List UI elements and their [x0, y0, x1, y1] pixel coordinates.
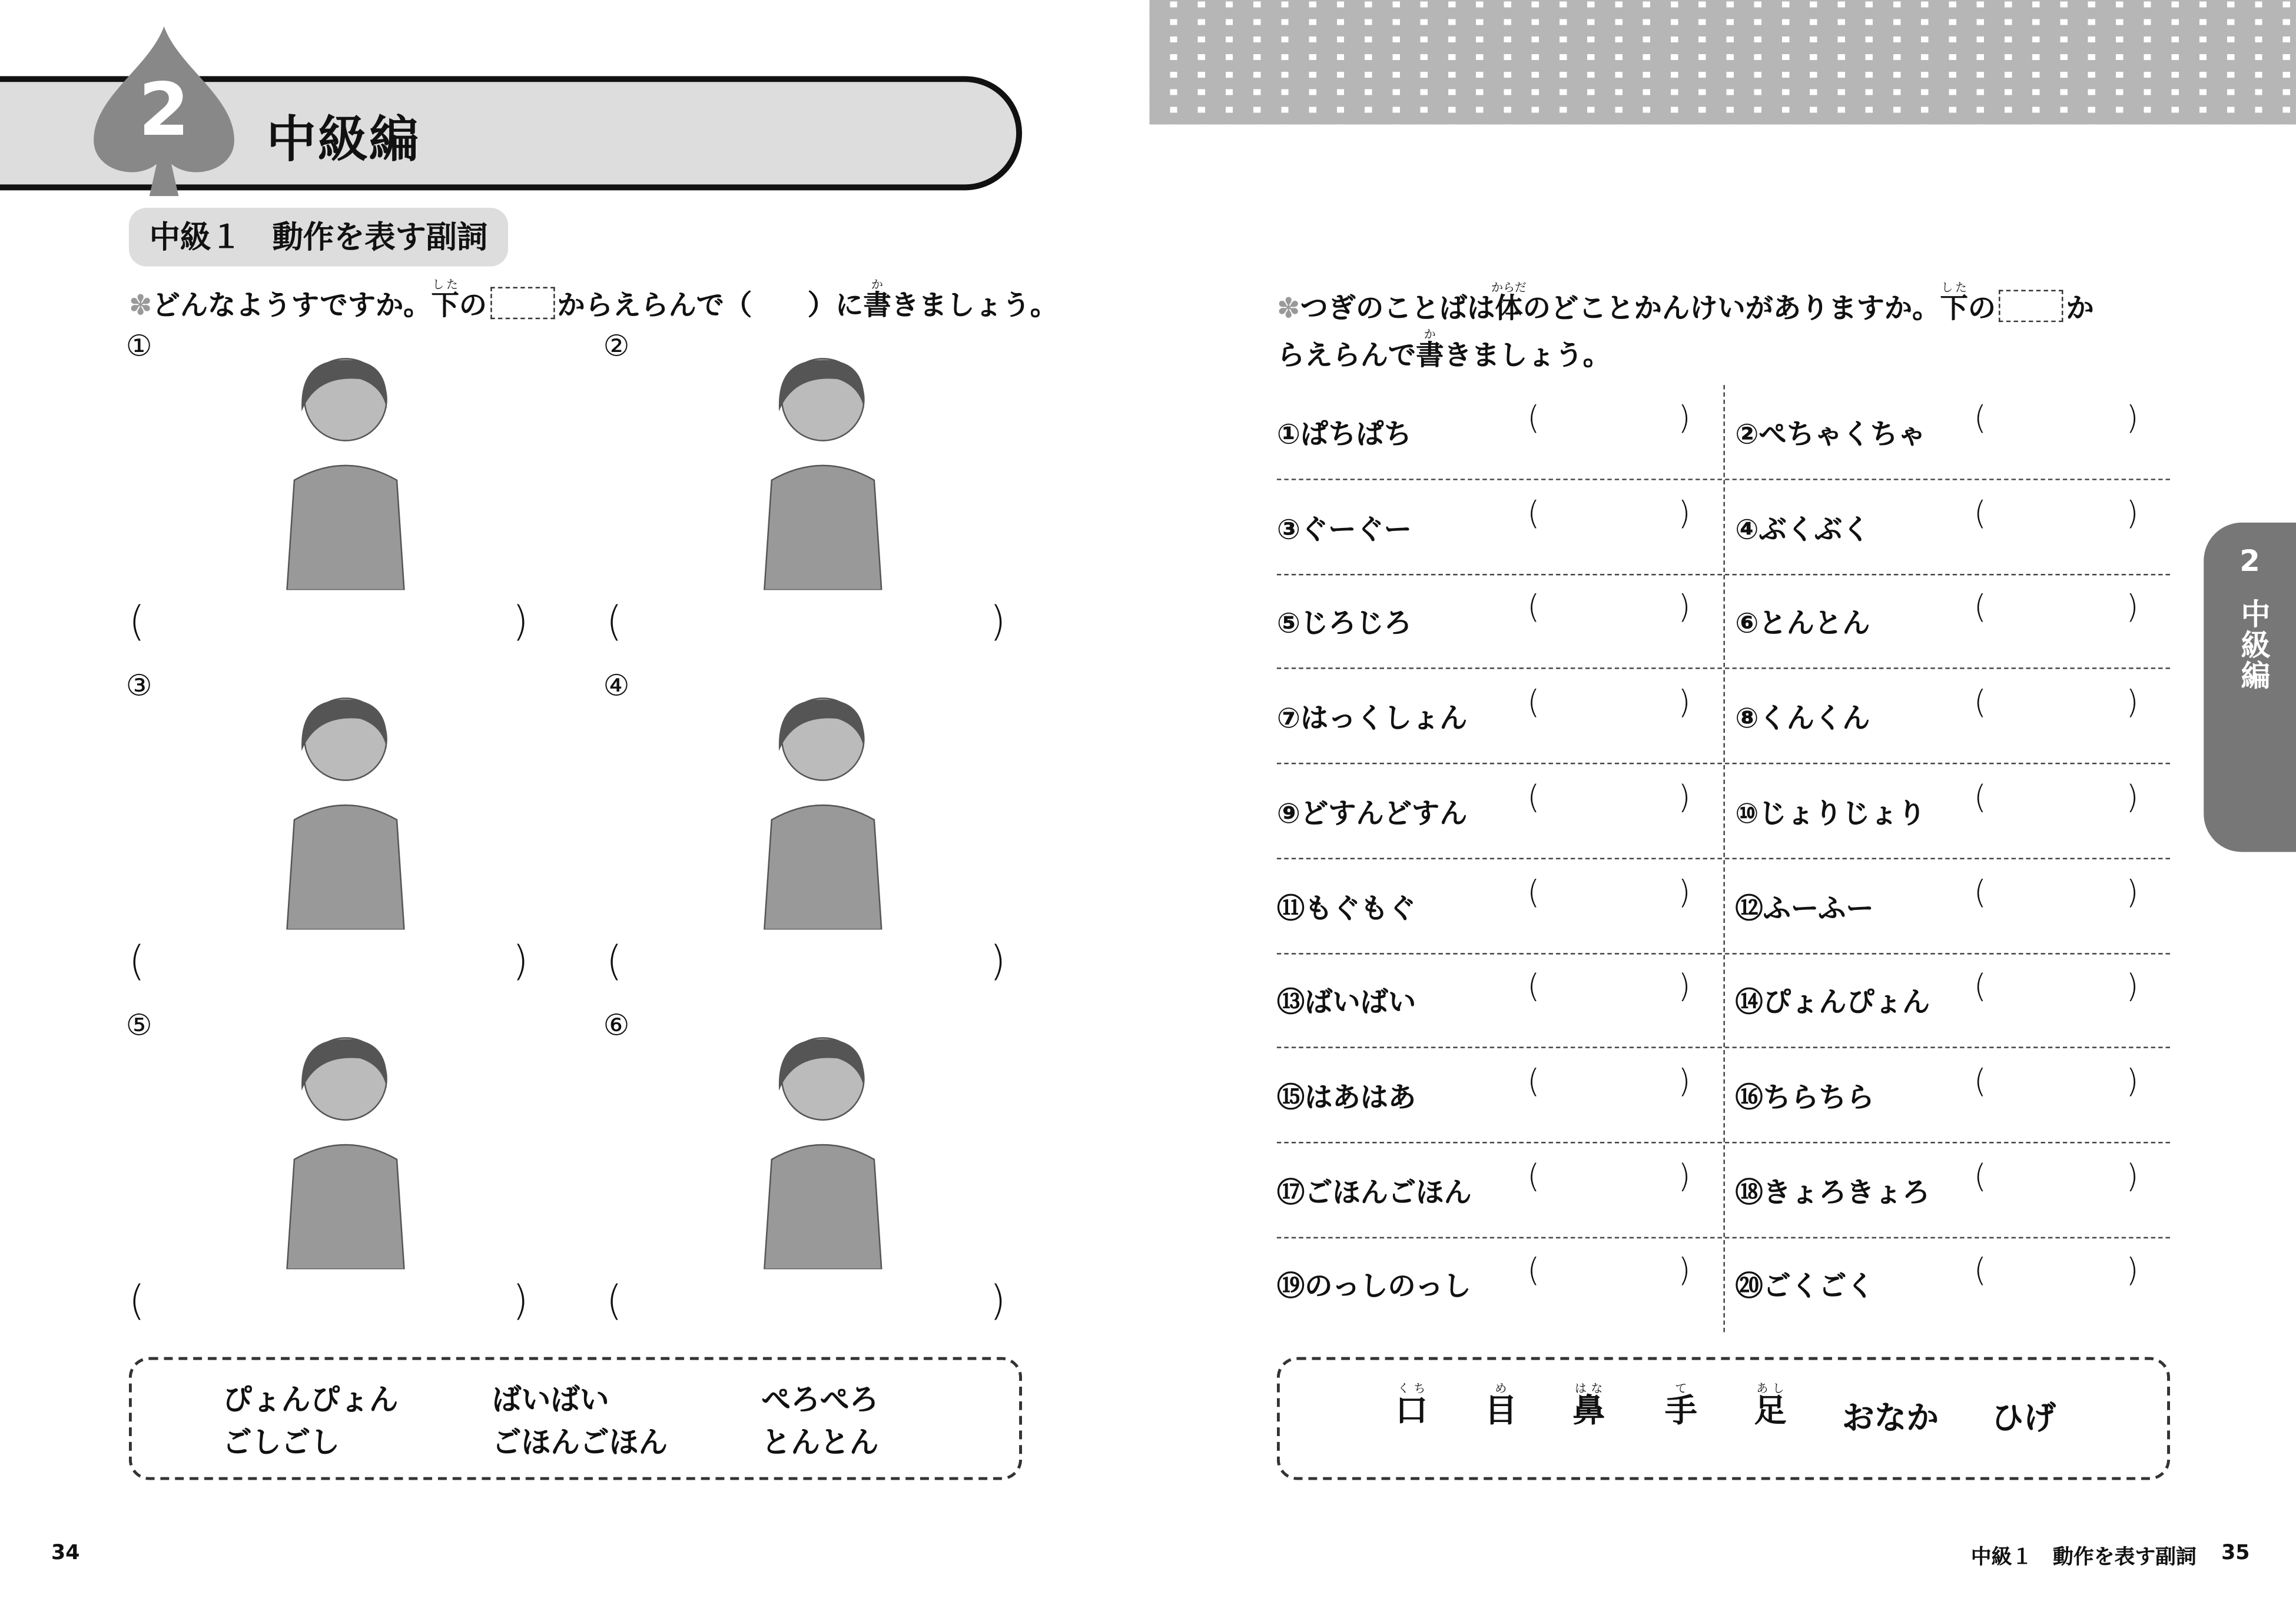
question-number: ① — [125, 328, 152, 363]
answer-paren-close: ) — [1678, 685, 1691, 722]
word-choice: ごしごし — [223, 1424, 340, 1460]
item-label: ①ぱちぱち — [1276, 418, 1412, 451]
item-label: ⑳ごくごく — [1735, 1271, 1874, 1304]
answer-paren-open: ( — [1527, 969, 1540, 1006]
answer-field[interactable] — [1992, 881, 2124, 925]
illustration-child-licking-lollipop — [706, 673, 925, 929]
answer-paren-open: ( — [128, 936, 145, 985]
item-label: ⑱きょろきょろ — [1735, 1176, 1930, 1209]
answer-paren-close: ) — [2126, 875, 2139, 912]
ruby-word: 書か — [863, 278, 891, 323]
right-instruction — [1277, 281, 2094, 380]
answer-field[interactable] — [155, 600, 507, 650]
item-label: ⑰ごほんごほん — [1276, 1176, 1472, 1209]
answer-field[interactable] — [1545, 881, 1675, 925]
word-choice — [1754, 1382, 1787, 1432]
answer-paren-open: ( — [1973, 780, 1987, 817]
item-label: ⑮はあはあ — [1276, 1081, 1416, 1114]
item-label: ②ぺちゃくちゃ — [1735, 418, 1926, 451]
word-choice: とんとん — [761, 1424, 879, 1460]
answer-paren-close: ) — [990, 936, 1006, 985]
illustration-child-jumping — [228, 1013, 448, 1269]
word: 目 — [1485, 1393, 1517, 1430]
ruby: め — [1485, 1381, 1517, 1396]
word-choice — [1485, 1382, 1517, 1432]
word-choice — [1395, 1382, 1428, 1432]
page-number-left: 34 — [51, 1541, 80, 1565]
row-divider — [1277, 668, 2170, 669]
answer-field[interactable] — [632, 1280, 984, 1330]
row-divider — [1277, 479, 2170, 480]
item-label: ⑬ばいばい — [1276, 986, 1416, 1019]
word: 手 — [1664, 1393, 1697, 1430]
answer-field[interactable] — [1992, 407, 2124, 451]
illustration-child-tapping-shoulder — [228, 334, 448, 590]
side-tab-number: 2 — [2239, 543, 2260, 579]
answer-paren-open: ( — [1973, 1158, 1987, 1196]
answer-paren-close: ) — [1678, 1064, 1691, 1101]
answer-paren-open: ( — [1527, 496, 1540, 533]
instruction-text: つぎのことばは — [1300, 293, 1495, 325]
word-choice: ごほんごほん — [492, 1424, 668, 1460]
answer-paren-close: ) — [990, 1276, 1006, 1325]
answer-paren-open: ( — [128, 1276, 145, 1325]
answer-paren-close: ) — [1678, 780, 1691, 817]
answer-paren-open: ( — [1527, 590, 1540, 627]
answer-field[interactable] — [1992, 1165, 2124, 1209]
illustration-child-coughing — [706, 1013, 925, 1269]
answer-paren-close: ) — [2126, 401, 2139, 438]
word-choice: ひげ — [1991, 1401, 2056, 1438]
word-choice: ぴょんぴょん — [223, 1381, 399, 1417]
answer-paren-open: ( — [1973, 1064, 1987, 1101]
answer-paren-open: ( — [1527, 780, 1540, 817]
item-label: ⑯ちらちら — [1735, 1081, 1874, 1114]
ruby-word: 下した — [1940, 281, 1968, 325]
answer-paren-open: ( — [1527, 401, 1540, 438]
answer-paren-open: ( — [606, 597, 622, 646]
row-divider — [1277, 763, 2170, 764]
answer-field[interactable] — [155, 1280, 507, 1330]
answer-field[interactable] — [1545, 407, 1675, 451]
answer-field[interactable] — [1545, 1260, 1675, 1304]
instruction-text: きましょう。 — [891, 290, 1059, 323]
ruby: はな — [1572, 1381, 1605, 1396]
answer-field[interactable] — [1545, 596, 1675, 640]
chapter-title: 中級編 — [266, 111, 420, 170]
answer-field[interactable] — [1545, 691, 1675, 735]
item-label: ⑭ぴょんぴょん — [1735, 986, 1930, 1019]
answer-field[interactable] — [1992, 975, 2124, 1019]
answer-paren-close: ) — [1678, 969, 1691, 1006]
word: 口 — [1395, 1393, 1428, 1430]
illustration-child-washing-body — [228, 673, 448, 929]
question-number: ④ — [603, 667, 630, 703]
item-label: ⑫ふーふー — [1735, 892, 1874, 925]
answer-paren-open: ( — [1527, 875, 1540, 912]
side-tab-chapter[interactable] — [2204, 523, 2296, 852]
answer-field[interactable] — [1992, 1070, 2124, 1114]
answer-paren-close: ) — [512, 1276, 529, 1325]
ruby: くち — [1395, 1381, 1428, 1396]
answer-paren-open: ( — [1973, 685, 1987, 722]
answer-paren-close: ) — [512, 597, 529, 646]
instruction-text: の — [1967, 293, 1996, 325]
answer-paren-close: ) — [1678, 496, 1691, 533]
answer-field[interactable] — [1545, 786, 1675, 830]
instruction-text: の — [459, 290, 487, 323]
instruction-text: か — [2066, 293, 2094, 325]
answer-paren-open: ( — [606, 1276, 622, 1325]
answer-paren-open: ( — [1527, 1158, 1540, 1196]
answer-paren-open: ( — [128, 597, 145, 646]
item-label: ⑲のっしのっし — [1276, 1271, 1471, 1304]
item-label: ④ぶくぶく — [1735, 513, 1870, 546]
question-number: ⑥ — [603, 1007, 630, 1042]
question-number: ⑤ — [125, 1007, 152, 1042]
answer-paren-close: ) — [1678, 1158, 1691, 1196]
item-label: ⑨どすんどすん — [1276, 798, 1468, 830]
illustration-child-waving — [706, 334, 925, 590]
word-choice: ばいばい — [492, 1381, 609, 1417]
answer-field[interactable] — [155, 940, 507, 990]
flower-icon: ✽ — [1276, 293, 1300, 325]
answer-field[interactable] — [1992, 596, 2124, 640]
instruction-text: らえらんで — [1276, 340, 1416, 372]
answer-paren-open: ( — [1973, 590, 1987, 627]
word-choice: ぺろぺろ — [761, 1381, 879, 1417]
word-choice — [1572, 1382, 1605, 1432]
answer-paren-open: ( — [1973, 401, 1987, 438]
ruby-word: 体からだ — [1491, 281, 1527, 325]
instruction-text: どんなようすですか。 — [152, 290, 432, 323]
ruby: あし — [1754, 1381, 1787, 1396]
answer-paren-close: ) — [990, 597, 1006, 646]
answer-field[interactable] — [1992, 786, 2124, 830]
question-number: ③ — [125, 667, 152, 703]
answer-paren-close: ) — [2126, 780, 2139, 817]
row-divider — [1277, 1237, 2170, 1238]
answer-paren-close: ) — [2126, 969, 2139, 1006]
answer-field[interactable] — [1545, 975, 1675, 1019]
item-label: ⑤じろじろ — [1276, 608, 1412, 640]
instruction-text: からえらんで（ ）に — [557, 290, 864, 323]
item-label: ⑩じょりじょり — [1735, 798, 1926, 830]
row-divider — [1277, 1047, 2170, 1048]
item-label: ⑪もぐもぐ — [1276, 892, 1416, 925]
section-title: 中級１ 動作を表す副詞 — [129, 208, 508, 266]
item-label: ⑧くんくん — [1735, 703, 1870, 735]
flower-icon: ✽ — [128, 290, 152, 323]
answer-paren-close: ) — [2126, 590, 2139, 627]
question-number: ② — [603, 328, 630, 363]
answer-field[interactable] — [632, 940, 984, 990]
answer-paren-close: ) — [1678, 590, 1691, 627]
ruby-word: 下した — [431, 278, 459, 323]
item-label: ⑦はっくしょん — [1276, 703, 1468, 735]
answer-field[interactable] — [1545, 1070, 1675, 1114]
answer-paren-close: ) — [1678, 1253, 1691, 1290]
answer-paren-close: ) — [2126, 1064, 2139, 1101]
row-divider — [1277, 573, 2170, 574]
dashed-box-icon — [490, 287, 554, 319]
grid-pattern-decoration — [1149, 0, 2295, 124]
answer-paren-open: ( — [1527, 685, 1540, 722]
item-label: ③ぐーぐー — [1276, 513, 1412, 546]
side-tab-label: 中級編 — [2235, 599, 2271, 691]
answer-paren-close: ) — [512, 936, 529, 985]
answer-field[interactable] — [1545, 501, 1675, 546]
answer-paren-close: ) — [1678, 401, 1691, 438]
left-instruction — [129, 278, 1058, 328]
answer-field[interactable] — [1992, 691, 2124, 735]
chapter-number: 2 — [138, 67, 190, 152]
row-divider — [1277, 1142, 2170, 1143]
dashed-box-icon — [1999, 290, 2063, 322]
word-choice: おなか — [1842, 1401, 1939, 1438]
item-label: ⑥とんとん — [1735, 608, 1870, 640]
answer-field[interactable] — [1992, 1260, 2124, 1304]
answer-paren-close: ) — [2126, 496, 2139, 533]
answer-paren-open: ( — [1973, 496, 1987, 533]
page-number-right: 35 — [2221, 1541, 2250, 1565]
answer-paren-close: ) — [2126, 1253, 2139, 1290]
answer-field[interactable] — [1992, 501, 2124, 546]
row-divider — [1277, 858, 2170, 859]
answer-paren-open: ( — [1527, 1064, 1540, 1101]
ruby-word: 書か — [1416, 328, 1444, 372]
ruby: て — [1664, 1381, 1697, 1396]
answer-paren-close: ) — [2126, 1158, 2139, 1196]
answer-paren-open: ( — [1527, 1253, 1540, 1290]
answer-paren-open: ( — [1973, 875, 1987, 912]
instruction-text: のどことかんけいがありますか。 — [1522, 293, 1940, 325]
answer-paren-open: ( — [1973, 1253, 1987, 1290]
word-choice — [1665, 1382, 1697, 1432]
answer-paren-close: ) — [2126, 685, 2139, 722]
word: 鼻 — [1572, 1393, 1605, 1430]
answer-paren-open: ( — [1973, 969, 1987, 1006]
word: 足 — [1754, 1393, 1787, 1430]
answer-paren-open: ( — [606, 936, 622, 985]
instruction-text: きましょう。 — [1444, 340, 1611, 372]
answer-paren-close: ) — [1678, 875, 1691, 912]
answer-field[interactable] — [1545, 1165, 1675, 1209]
row-divider — [1277, 952, 2170, 953]
footer-section-title: 中級１ 動作を表す副詞 — [1970, 1546, 2197, 1570]
answer-field[interactable] — [632, 600, 984, 650]
